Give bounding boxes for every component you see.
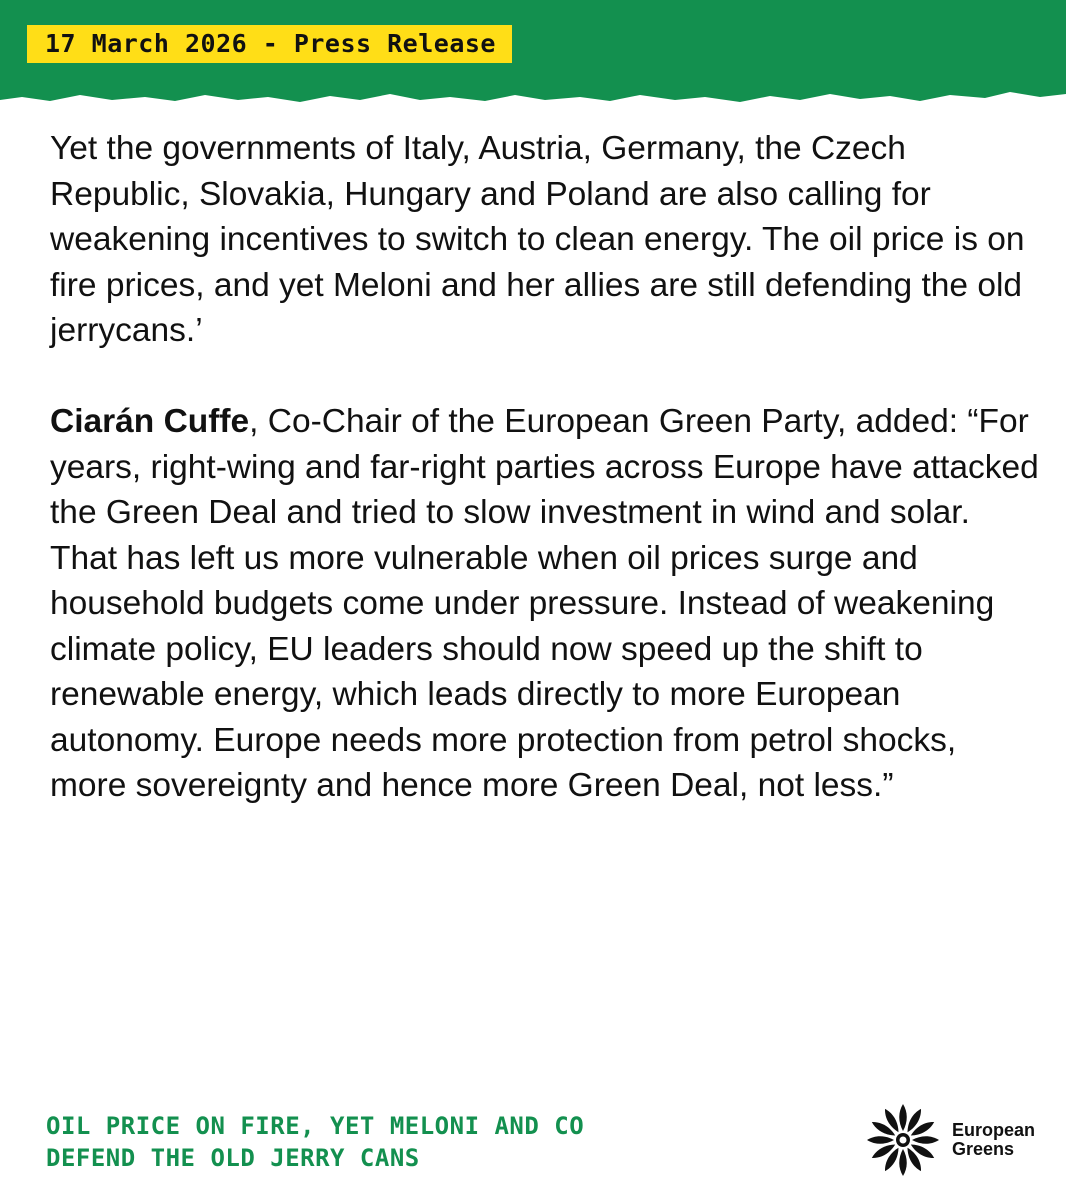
paragraph-quote: [50, 399, 1040, 809]
logo-line-2: Greens: [952, 1139, 1015, 1159]
footer-headline: [46, 1110, 746, 1174]
date-badge: 17 March 2026 - Press Release: [27, 25, 512, 63]
quote-text: , Co-Chair of the European Green Party, added: “For years, right-wing and far-right parties across Europe have attacked the Green Deal and tried to slow investment in wind and solar. That has left us more vulnerable when oil prices surge and household budgets come under pressure. Instead of weakening climate policy, EU leaders should now speed up the shift to renewable energy, which leads directly to more European autonomy. Europe needs more protection from petrol shocks, more sovereignty and hence more Green Deal, not less.”: [50, 403, 1039, 804]
logo-line-1: European: [952, 1120, 1036, 1140]
paragraph-governments: Yet the governments of Italy, Austria, Germany, the Czech Republic, Slovakia, Hungary and Poland are also calling for weakening incentives to switch to clean energy. The oil price is on fire prices, and yet Meloni and her allies are still defending the old jerrycans.’: [50, 130, 1025, 349]
press-release-body: [50, 126, 1040, 809]
headline-line-1: OIL PRICE ON FIRE, YET MELONI AND CO: [46, 1112, 585, 1140]
european-greens-logo: [862, 1102, 1052, 1178]
header-band: [0, 0, 1066, 110]
sunflower-icon: [862, 1102, 944, 1178]
headline-line-2: DEFEND THE OLD JERRY CANS: [46, 1144, 420, 1172]
logo-wordmark: [952, 1121, 1035, 1159]
speaker-name: Ciarán Cuffe: [50, 403, 250, 440]
